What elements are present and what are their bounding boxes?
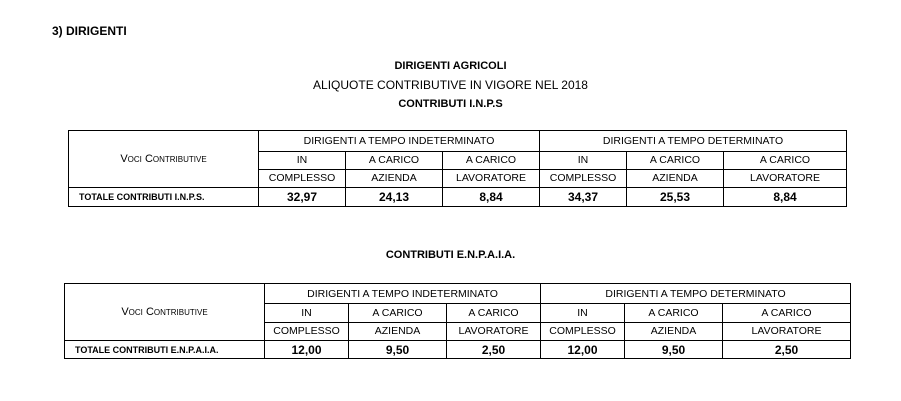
col-header-lavoratore-line1: A CARICO (447, 304, 541, 323)
col-header-complesso-line2: COMPLESSO (259, 170, 346, 188)
enpaia-contributions-table (64, 283, 851, 359)
col-header-azienda-line2: AZIENDA (346, 170, 443, 188)
value-cell: 8,84 (443, 188, 540, 207)
group-header-indeterminato: DIRIGENTI A TEMPO INDETERMINATO (259, 131, 540, 152)
col-header-azienda-line2: AZIENDA (627, 170, 724, 188)
value-cell: 2,50 (723, 341, 851, 359)
value-cell: 2,50 (447, 341, 541, 359)
col-header-azienda-line1: A CARICO (346, 152, 443, 170)
value-cell: 24,13 (346, 188, 443, 207)
col-header-complesso-line1: IN (541, 304, 625, 323)
inps-section-title: CONTRIBUTI I.N.P.S (398, 98, 503, 110)
col-header-complesso-line1: IN (259, 152, 346, 170)
group-header-determinato: DIRIGENTI A TEMPO DETERMINATO (540, 131, 847, 152)
col-header-lavoratore-line2: LAVORATORE (723, 323, 851, 341)
col-header-lavoratore-line2: LAVORATORE (447, 323, 541, 341)
voci-contributive-header: Voci Contributive (65, 284, 265, 341)
table-row (69, 188, 847, 207)
value-cell: 32,97 (259, 188, 346, 207)
col-header-lavoratore-line1: A CARICO (723, 304, 851, 323)
group-header-indeterminato: DIRIGENTI A TEMPO INDETERMINATO (265, 284, 541, 304)
value-cell: 9,50 (625, 341, 723, 359)
row-label-totale-inps: TOTALE CONTRIBUTI I.N.P.S. (69, 188, 259, 207)
col-header-lavoratore-line1: A CARICO (443, 152, 540, 170)
col-header-complesso-line2: COMPLESSO (265, 323, 349, 341)
value-cell: 34,37 (540, 188, 627, 207)
col-header-azienda-line1: A CARICO (625, 304, 723, 323)
voci-contributive-header: Voci Contributive (69, 131, 259, 188)
group-header-determinato: DIRIGENTI A TEMPO DETERMINATO (541, 284, 851, 304)
col-header-complesso-line1: IN (540, 152, 627, 170)
row-label-totale-enpaia: TOTALE CONTRIBUTI E.N.P.A.I.A. (65, 341, 265, 359)
col-header-lavoratore-line2: LAVORATORE (724, 170, 847, 188)
inps-contributions-table (68, 130, 847, 207)
value-cell: 25,53 (627, 188, 724, 207)
section-heading: 3) DIRIGENTI (52, 24, 127, 38)
document-subtitle: ALIQUOTE CONTRIBUTIVE IN VIGORE NEL 2018 (313, 78, 588, 92)
col-header-complesso-line2: COMPLESSO (541, 323, 625, 341)
col-header-azienda-line1: A CARICO (349, 304, 447, 323)
document-title: DIRIGENTI AGRICOLI (394, 60, 507, 72)
col-header-lavoratore-line2: LAVORATORE (443, 170, 540, 188)
enpaia-section-title: CONTRIBUTI E.N.P.A.I.A. (385, 249, 516, 261)
col-header-azienda-line1: A CARICO (627, 152, 724, 170)
value-cell: 12,00 (541, 341, 625, 359)
value-cell: 8,84 (724, 188, 847, 207)
col-header-azienda-line2: AZIENDA (349, 323, 447, 341)
col-header-complesso-line1: IN (265, 304, 349, 323)
value-cell: 12,00 (265, 341, 349, 359)
table-row (65, 341, 851, 359)
value-cell: 9,50 (349, 341, 447, 359)
col-header-azienda-line2: AZIENDA (625, 323, 723, 341)
col-header-complesso-line2: COMPLESSO (540, 170, 627, 188)
col-header-lavoratore-line1: A CARICO (724, 152, 847, 170)
